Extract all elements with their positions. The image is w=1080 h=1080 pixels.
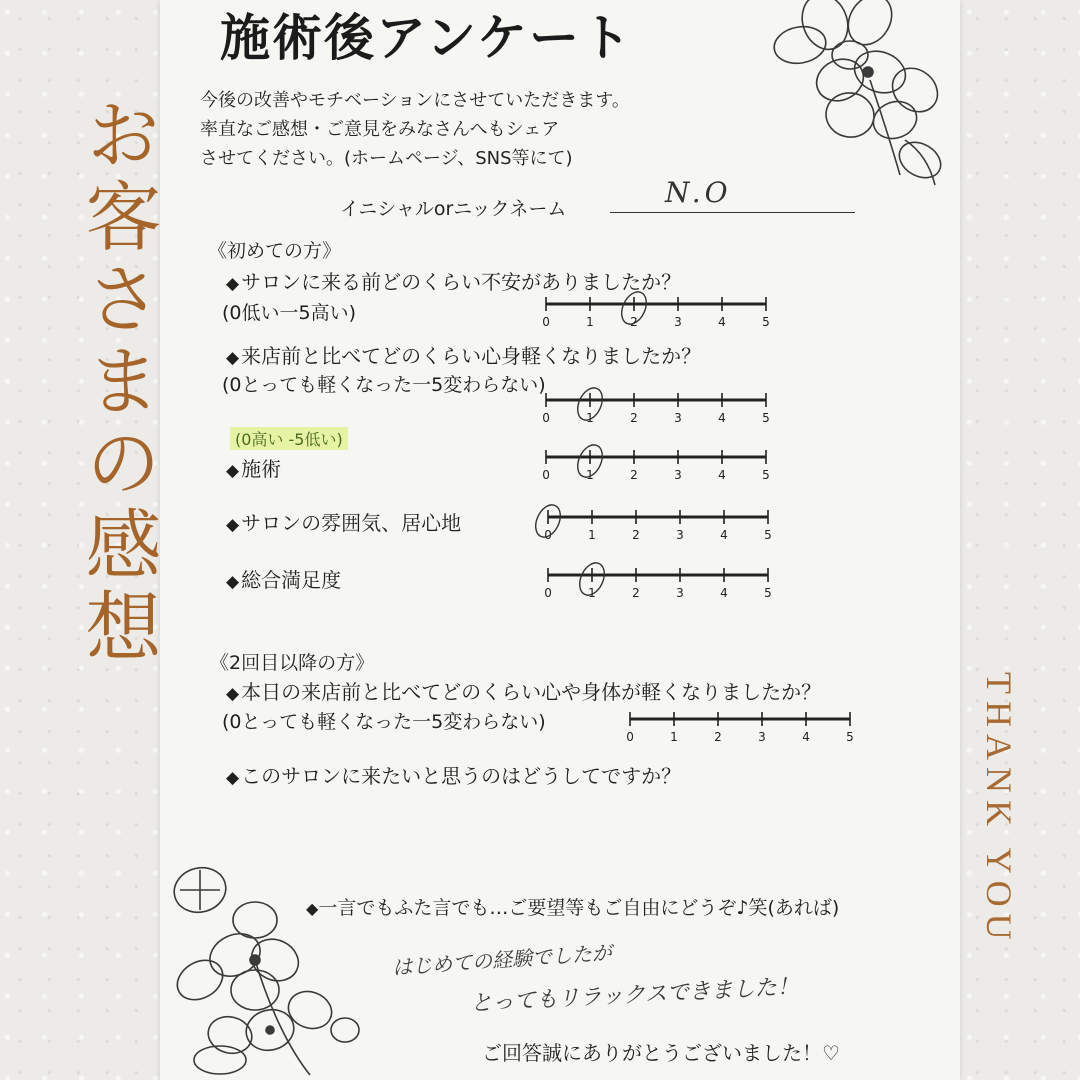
scale-tick-label: 4 (720, 528, 728, 542)
scale-graphic (544, 296, 774, 330)
question-2-text: 来店前と比べてどのくらい心身軽くなりましたか？ (241, 344, 702, 368)
survey-title: 施術後アンケート (220, 9, 633, 67)
scale-tick-label: 2 (714, 730, 722, 744)
scale-tick-label: 3 (674, 411, 682, 425)
handwritten-answer-line-1: はじめての経験でしたが (391, 940, 613, 980)
scale-tick-label: 4 (718, 315, 726, 329)
intro-line: させてください。(ホームページ、SNS等にて) (200, 148, 573, 169)
first-visit-heading: 《初めての方》 (208, 240, 342, 262)
scale-tick-label: 1 (670, 730, 678, 744)
scale-tick-label: 5 (762, 468, 770, 482)
scale-tick-label: 5 (762, 315, 770, 329)
scale-tick-label: 1 (586, 411, 594, 425)
scale-tick-label: 0 (626, 730, 634, 744)
rating-scale-2 (544, 392, 774, 430)
scale-graphic (544, 392, 774, 426)
scale-tick-label: 1 (586, 315, 594, 329)
nickname-label: イニシャルorニックネーム (340, 198, 567, 220)
scale-tick-label: 5 (764, 528, 772, 542)
question-3: ◆ 施術 (226, 457, 282, 481)
closing-message: ご回答誠にありがとうございました！♡ (482, 1041, 840, 1065)
scale-tick-label: 1 (588, 586, 596, 600)
repeat-question-2-text: このサロンに来たいと思うのはどうしてですか？ (241, 764, 682, 788)
flower-illustration-bottom-left (160, 860, 370, 1080)
rating-scale-repeat (628, 711, 858, 749)
scale-tick-label: 0 (544, 528, 552, 542)
free-comment-prompt-text: 一言でもふた言でも…ご要望等もご自由にどうぞ♪笑(あれば) (318, 897, 840, 919)
scale-tick-label: 0 (542, 315, 550, 329)
rating-scale-1 (544, 296, 774, 334)
scale-tick-label: 4 (718, 468, 726, 482)
scale-graphic (544, 449, 774, 483)
intro-line: 率直なご感想・ご意見をみなさんへもシェア (200, 119, 560, 140)
scale-tick-label: 4 (802, 730, 810, 744)
intro-text (200, 86, 630, 173)
repeat-question-1-text: 本日の来店前と比べてどのくらい心や身体が軽くなりましたか？ (241, 680, 822, 704)
scale-tick-label: 0 (542, 468, 550, 482)
question-2-sub: (0とっても軽くなった一5変わらない) (222, 374, 546, 396)
scale-tick-label: 2 (630, 411, 638, 425)
scale-tick-label: 2 (630, 315, 638, 329)
scale-tick-label: 2 (632, 528, 640, 542)
scale-tick-label: 1 (588, 528, 596, 542)
scale-tick-label: 3 (758, 730, 766, 744)
intro-line: 今後の改善やモチベーションにさせていただきます。 (200, 90, 630, 111)
flower-illustration-top-right (730, 0, 950, 200)
scale-tick-label: 4 (718, 411, 726, 425)
scale-tick-label: 3 (674, 468, 682, 482)
scale-tick-label: 5 (846, 730, 854, 744)
nickname-underline (610, 212, 855, 213)
handwritten-answer-line-2: とってもリラックスできました！ (469, 974, 800, 1017)
scale-tick-label: 5 (764, 586, 772, 600)
rating-scale-3 (544, 449, 774, 487)
scale-graphic (546, 567, 776, 601)
scale-tick-label: 0 (542, 411, 550, 425)
scale-note-highlight: (0高い -5低い) (230, 427, 348, 450)
question-1: ◆ サロンに来る前どのくらい不安がありましたか？ (226, 270, 682, 294)
scale-tick-label: 3 (674, 315, 682, 329)
scale-tick-label: 2 (632, 586, 640, 600)
repeat-question-1: ◆ 本日の来店前と比べてどのくらい心や身体が軽くなりましたか？ (226, 680, 822, 704)
question-2: ◆ 来店前と比べてどのくらい心身軽くなりましたか？ (226, 344, 702, 368)
scale-tick-label: 4 (720, 586, 728, 600)
question-5-text: 総合満足度 (241, 568, 342, 592)
question-1-sub: (0低い一5高い) (222, 302, 357, 324)
scale-graphic (628, 711, 858, 745)
rating-scale-5 (546, 567, 776, 605)
scale-tick-label: 5 (762, 411, 770, 425)
question-4-text: サロンの雰囲気、居心地 (241, 511, 462, 535)
scale-tick-label: 2 (630, 468, 638, 482)
free-comment-prompt: ◆一言でもふた言でも…ご要望等もご自由にどうぞ♪笑(あれば) (306, 897, 840, 919)
question-3-text: 施術 (241, 457, 282, 481)
repeat-question-2: ◆ このサロンに来たいと思うのはどうしてですか？ (226, 764, 682, 788)
scale-tick-label: 0 (544, 586, 552, 600)
scale-tick-label: 3 (676, 528, 684, 542)
question-4: ◆ サロンの雰囲気、居心地 (226, 511, 462, 535)
rating-scale-4 (546, 509, 776, 547)
scale-graphic (546, 509, 776, 543)
thank-you-text: THANK YOU (979, 672, 1019, 947)
question-1-text: サロンに来る前どのくらい不安がありましたか？ (241, 270, 682, 294)
side-title: お客さまの感想 (73, 95, 162, 669)
repeat-visit-heading: 《2回目以降の方》 (210, 652, 375, 674)
repeat-question-1-sub: (0とっても軽くなった一5変わらない) (222, 711, 546, 733)
scale-tick-label: 1 (586, 468, 594, 482)
nickname-value: N.O (665, 176, 732, 209)
scale-tick-label: 3 (676, 586, 684, 600)
question-5: ◆ 総合満足度 (226, 568, 342, 592)
